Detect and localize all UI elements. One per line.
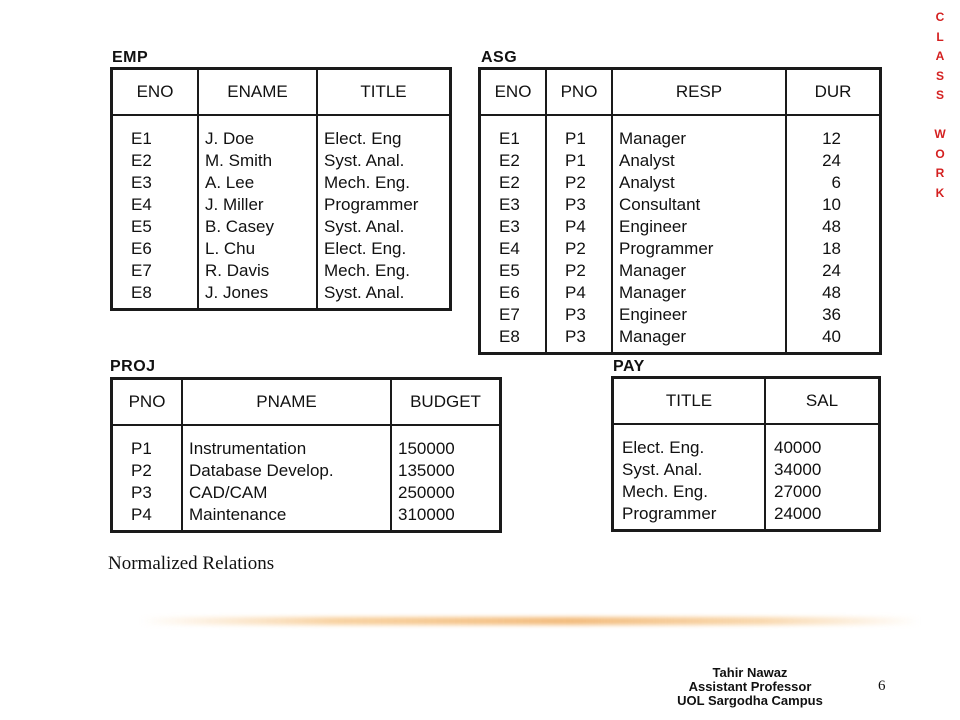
table-cell: E3 [112,172,199,194]
side-label-classwork [930,8,950,203]
table-cell: Mech. Eng. [613,481,766,503]
table-cell: Manager [612,260,786,282]
asg-col-header: PNO [546,69,612,116]
side-letter: W [934,127,946,141]
proj-row [112,425,501,460]
asg-header-row [480,69,881,116]
table-cell: P3 [546,326,612,354]
table-cell: P3 [112,482,183,504]
table-cell: 24 [786,260,881,282]
table-cell: 10 [786,194,881,216]
table-cell: A. Lee [198,172,317,194]
table-cell: L. Chu [198,238,317,260]
pay-title: PAY [613,358,645,375]
author-name: Tahir Nawaz [712,665,788,680]
table-cell: Programmer [613,503,766,531]
table-cell: E6 [112,238,199,260]
table-cell: Programmer [612,238,786,260]
emp-col-header: TITLE [317,69,451,116]
emp-col-header: ENO [112,69,199,116]
table-cell: 12 [786,115,881,150]
side-letter-gap [930,106,950,126]
emp-row [112,260,451,282]
table-cell: J. Miller [198,194,317,216]
emp-row [112,172,451,194]
table-cell: Mech. Eng. [317,172,451,194]
asg-row [480,282,881,304]
proj-col-header: PNO [112,379,183,426]
table-cell: P1 [546,115,612,150]
proj-row [112,482,501,504]
table-cell: 24 [786,150,881,172]
proj-col-header: PNAME [182,379,391,426]
asg-col-header: RESP [612,69,786,116]
table-cell: 27000 [765,481,880,503]
table-cell: J. Jones [198,282,317,310]
pay-row [613,481,880,503]
emp-row [112,216,451,238]
pay-col-header: SAL [765,378,880,425]
table-cell: P1 [546,150,612,172]
table-cell: E7 [480,304,547,326]
table-cell: P4 [112,504,183,532]
table-cell: Manager [612,326,786,354]
author-block [640,666,860,708]
table-cell: 34000 [765,459,880,481]
table-cell: CAD/CAM [182,482,391,504]
asg-row [480,326,881,354]
table-cell: Manager [612,115,786,150]
side-letter: K [935,185,945,200]
table-cell: E8 [480,326,547,354]
side-letter: C [935,10,945,24]
table-cell: Engineer [612,304,786,326]
table-cell: Database Develop. [182,460,391,482]
pay-row [613,424,880,459]
table-cell: Syst. Anal. [613,459,766,481]
table-cell: E6 [480,282,547,304]
table-cell: E8 [112,282,199,310]
asg-body [480,115,881,354]
table-cell: E4 [480,238,547,260]
table-cell: E5 [112,216,199,238]
emp-row [112,115,451,150]
proj-table [110,377,502,533]
side-letter: A [935,49,945,63]
side-letter: S [935,88,944,102]
table-cell: P2 [546,238,612,260]
asg-title: ASG [481,49,518,66]
asg-col-header: ENO [480,69,547,116]
table-cell: Analyst [612,172,786,194]
asg-row [480,260,881,282]
table-cell: E3 [480,216,547,238]
emp-body [112,115,451,310]
table-cell: 18 [786,238,881,260]
pay-table [611,376,881,532]
proj-body [112,425,501,532]
table-cell: J. Doe [198,115,317,150]
table-cell: Mech. Eng. [317,260,451,282]
table-cell: E4 [112,194,199,216]
table-cell: B. Casey [198,216,317,238]
table-cell: E3 [480,194,547,216]
asg-row [480,238,881,260]
table-cell: 310000 [391,504,501,532]
pay-header-row [613,378,880,425]
table-cell: P4 [546,216,612,238]
table-cell: Engineer [612,216,786,238]
emp-row [112,194,451,216]
pay-body [613,424,880,531]
proj-title: PROJ [110,358,156,375]
asg-row [480,115,881,150]
table-cell: E7 [112,260,199,282]
side-letter: O [935,146,945,161]
table-cell: 6 [786,172,881,194]
pay-row [613,459,880,481]
decorative-divider [140,617,920,625]
table-cell: R. Davis [198,260,317,282]
table-cell: 40 [786,326,881,354]
table-cell: Elect. Eng. [317,238,451,260]
table-cell: Elect. Eng [317,115,451,150]
asg-row [480,304,881,326]
table-cell: E2 [480,150,547,172]
asg-row [480,172,881,194]
table-cell: 48 [786,282,881,304]
table-cell: 24000 [765,503,880,531]
table-cell: P1 [112,425,183,460]
author-role: Assistant Professor [688,679,812,694]
table-cell: 150000 [391,425,501,460]
table-cell: 36 [786,304,881,326]
table-cell: P3 [546,194,612,216]
table-cell: Syst. Anal. [317,216,451,238]
table-cell: 250000 [391,482,501,504]
table-cell: E1 [112,115,199,150]
emp-title: EMP [112,49,149,66]
emp-row [112,150,451,172]
asg-row [480,150,881,172]
asg-col-header: DUR [786,69,881,116]
table-cell: Programmer [317,194,451,216]
emp-col-header: ENAME [198,69,317,116]
table-cell: P2 [546,260,612,282]
table-cell: 40000 [765,424,880,459]
table-cell: P4 [546,282,612,304]
pay-col-header: TITLE [613,378,766,425]
table-cell: E1 [480,115,547,150]
side-letter: S [935,68,944,83]
table-cell: 135000 [391,460,501,482]
emp-table [110,67,452,311]
proj-row [112,460,501,482]
pay-row [613,503,880,531]
table-cell: P2 [546,172,612,194]
table-cell: E2 [112,150,199,172]
table-cell: Syst. Anal. [317,150,451,172]
table-cell: P3 [546,304,612,326]
table-cell: Elect. Eng. [613,424,766,459]
table-cell: 48 [786,216,881,238]
asg-row [480,216,881,238]
author-campus: UOL Sargodha Campus [677,693,823,708]
emp-row [112,238,451,260]
proj-col-header: BUDGET [391,379,501,426]
side-letter: L [936,29,944,44]
table-cell: P2 [112,460,183,482]
table-cell: Syst. Anal. [317,282,451,310]
table-cell: Instrumentation [182,425,391,460]
figure-caption: Normalized Relations [108,553,275,574]
table-cell: Maintenance [182,504,391,532]
emp-header-row [112,69,451,116]
table-cell: Analyst [612,150,786,172]
side-letter: R [935,166,945,180]
table-cell: E5 [480,260,547,282]
table-cell: E2 [480,172,547,194]
proj-row [112,504,501,532]
emp-row [112,282,451,310]
table-cell: M. Smith [198,150,317,172]
asg-row [480,194,881,216]
page-number: 6 [878,678,886,694]
table-cell: Consultant [612,194,786,216]
table-cell: Manager [612,282,786,304]
proj-header-row [112,379,501,426]
asg-table [478,67,882,355]
